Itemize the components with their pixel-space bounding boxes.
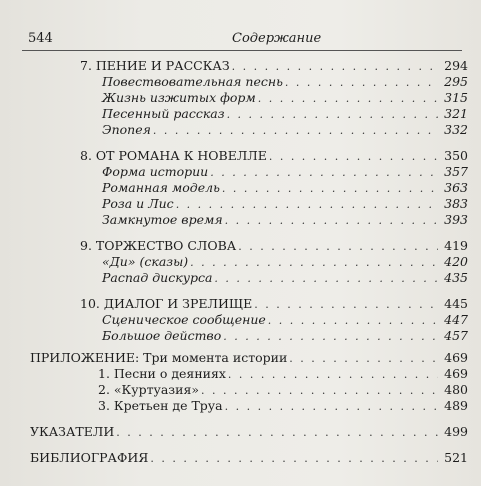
leader-dots: [289, 351, 438, 367]
leader-dots: [254, 297, 438, 313]
toc-item[interactable]: [30, 382, 468, 398]
toc-indexes[interactable]: [30, 424, 468, 440]
toc-item[interactable]: [30, 366, 468, 382]
leader-dots: [222, 181, 438, 197]
toc-page: 489: [444, 398, 468, 413]
toc-item-title: «Ди» (сказы): [102, 254, 189, 269]
toc-page: 435: [444, 270, 468, 285]
toc-item[interactable]: [30, 398, 468, 414]
spacer: [30, 286, 468, 296]
toc-item[interactable]: [30, 122, 468, 138]
toc-page: 332: [444, 122, 468, 137]
toc-item[interactable]: [30, 312, 468, 328]
leader-dots: [176, 197, 438, 213]
toc-page: 447: [444, 312, 468, 327]
toc-item[interactable]: [30, 196, 468, 212]
toc-chapter[interactable]: [30, 296, 468, 312]
toc-appendix-title: ПРИЛОЖЕНИЕ: Три момента истории: [30, 350, 288, 365]
toc-page: 521: [444, 450, 468, 465]
toc-item-title: Замкнутое время: [102, 212, 223, 227]
toc-item-title: Роза и Лис: [102, 196, 174, 211]
toc-item[interactable]: [30, 254, 468, 270]
toc-item[interactable]: [30, 106, 468, 122]
toc-page: 363: [444, 180, 468, 195]
leader-dots: [210, 165, 438, 181]
toc-page: 445: [444, 296, 468, 311]
leader-dots: [238, 239, 438, 255]
toc-item-title: Большое действо: [102, 328, 222, 343]
leader-dots: [190, 255, 438, 271]
table-of-contents: [30, 58, 468, 466]
leader-dots: [201, 383, 438, 399]
leader-dots: [285, 75, 438, 91]
leader-dots: [153, 123, 438, 139]
toc-chapter[interactable]: [30, 58, 468, 74]
toc-page: 469: [444, 366, 468, 381]
toc-item[interactable]: [30, 328, 468, 344]
toc-chapter-title: 7. ПЕНИЕ И РАССКАЗ: [80, 58, 230, 73]
leader-dots: [228, 367, 438, 383]
toc-item-title: Эпопея: [102, 122, 151, 137]
leader-dots: [269, 149, 438, 165]
toc-item[interactable]: [30, 212, 468, 228]
toc-item-title: Повествовательная песнь: [102, 74, 283, 89]
toc-page: 315: [444, 90, 468, 105]
page-header: [22, 30, 462, 51]
leader-dots: [232, 59, 438, 75]
toc-item[interactable]: [30, 74, 468, 90]
toc-page: 457: [444, 328, 468, 343]
toc-page: 357: [444, 164, 468, 179]
toc-page: 393: [444, 212, 468, 227]
toc-indexes-title: УКАЗАТЕЛИ: [30, 424, 115, 439]
toc-chapter-title: 10. ДИАЛОГ И ЗРЕЛИЩЕ: [80, 296, 253, 311]
leader-dots: [227, 107, 438, 123]
toc-page: 499: [444, 424, 468, 439]
page-number: 544: [28, 31, 53, 46]
toc-item[interactable]: [30, 164, 468, 180]
leader-dots: [258, 91, 438, 107]
leader-dots: [268, 313, 438, 329]
spacer: [30, 228, 468, 238]
toc-page: 383: [444, 196, 468, 211]
toc-item[interactable]: [30, 180, 468, 196]
toc-page: 419: [444, 238, 468, 253]
toc-item-title: Песенный рассказ: [102, 106, 225, 121]
toc-item[interactable]: [30, 270, 468, 286]
toc-bibliography-title: БИБЛИОГРАФИЯ: [30, 450, 149, 465]
toc-appendix[interactable]: [30, 350, 468, 366]
toc-page: 469: [444, 350, 468, 365]
toc-page: 350: [444, 148, 468, 163]
leader-dots: [214, 271, 438, 287]
leader-dots: [225, 399, 438, 415]
running-head: Содержание: [232, 31, 322, 46]
toc-item-title: 2. «Куртуазия»: [98, 382, 199, 397]
toc-item-title: Сценическое сообщение: [102, 312, 266, 327]
toc-page: 295: [444, 74, 468, 89]
spacer: [30, 414, 468, 424]
toc-page: 294: [444, 58, 468, 73]
toc-chapter-title: 8. ОТ РОМАНА К НОВЕЛЛЕ: [80, 148, 267, 163]
toc-page: 321: [444, 106, 468, 121]
toc-chapter[interactable]: [30, 238, 468, 254]
toc-item-title: Распад дискурса: [102, 270, 213, 285]
toc-bibliography[interactable]: [30, 450, 468, 466]
toc-item-title: Жизнь изжитых форм: [102, 90, 256, 105]
leader-dots: [225, 213, 438, 229]
spacer: [30, 138, 468, 148]
toc-item-title: 3. Кретьен де Труа: [98, 398, 223, 413]
toc-page: 480: [444, 382, 468, 397]
leader-dots: [150, 451, 438, 467]
leader-dots: [116, 425, 438, 441]
toc-item-title: 1. Песни о деяниях: [98, 366, 226, 381]
leader-dots: [223, 329, 438, 345]
toc-page: 420: [444, 254, 468, 269]
toc-item[interactable]: [30, 90, 468, 106]
spacer: [30, 440, 468, 450]
toc-item-title: Романная модель: [102, 180, 220, 195]
toc-chapter-title: 9. ТОРЖЕСТВО СЛОВА: [80, 238, 237, 253]
toc-chapter[interactable]: [30, 148, 468, 164]
toc-item-title: Форма истории: [102, 164, 209, 179]
